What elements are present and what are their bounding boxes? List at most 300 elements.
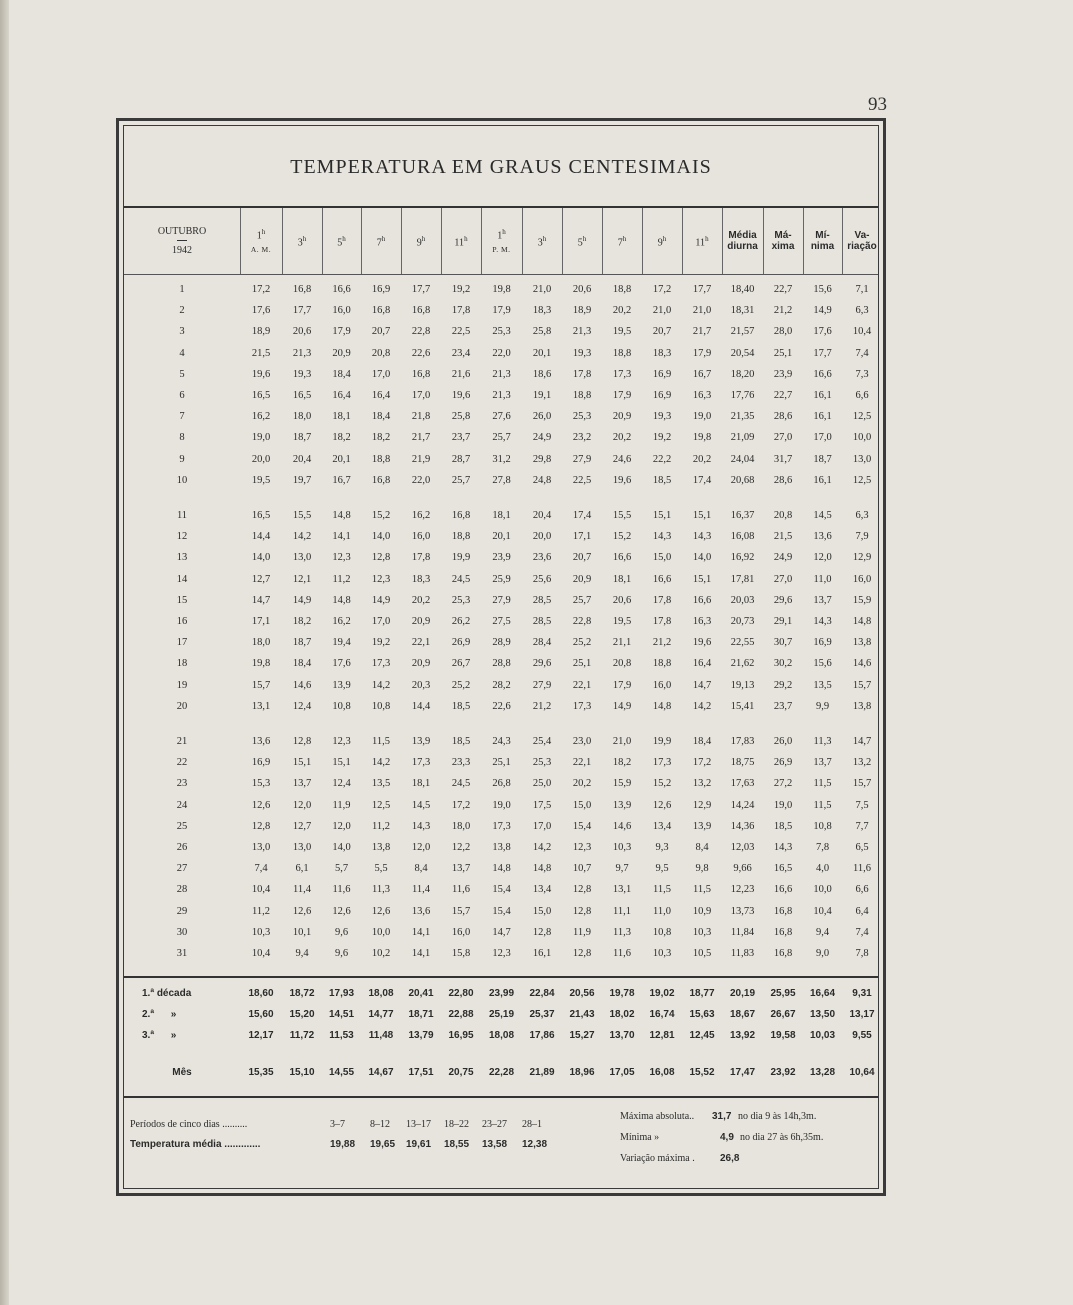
value-cell: 19,0	[692, 411, 712, 423]
min-text: no dia 27 às 6h,35m.	[740, 1132, 824, 1143]
value-cell: 13,5	[813, 679, 832, 691]
value-cell: 26,9	[773, 757, 793, 769]
table-row	[124, 454, 882, 474]
table-row	[124, 284, 882, 304]
value-cell: 27,9	[532, 679, 552, 691]
header-hour-sup: h	[381, 234, 386, 243]
day-cell: 23	[176, 778, 188, 790]
header-hour-sup: h	[582, 234, 587, 243]
value-cell: 14,9	[292, 594, 312, 606]
day-cell: 12	[176, 531, 188, 543]
value-cell: 18,4	[371, 411, 391, 423]
header-dash	[177, 240, 187, 241]
value-cell: 14,7	[492, 926, 511, 938]
value-cell: 12,6	[292, 905, 312, 917]
summary-label: 3.ª »	[142, 1030, 177, 1041]
value-cell: 10,4	[852, 326, 872, 338]
value-cell: 14,3	[692, 531, 712, 543]
value-cell: 22,1	[572, 757, 592, 769]
day-cell: 31	[176, 948, 188, 959]
value-cell: 15,6	[813, 284, 832, 295]
value-cell: 11,6	[613, 948, 631, 959]
value-cell: 19,13	[730, 679, 755, 691]
value-cell: 27,0	[773, 432, 793, 444]
periods-label: Períodos de cinco dias ..........	[130, 1119, 248, 1130]
value-cell: 18,4	[292, 658, 312, 670]
summary-value: 14,67	[368, 1067, 394, 1078]
summary-label: 1.ª década	[142, 988, 192, 999]
value-cell: 11,5	[372, 736, 390, 747]
value-cell: 20,6	[612, 594, 632, 606]
summary-value: 18,60	[248, 988, 274, 999]
summary-value: 17,86	[529, 1030, 555, 1041]
value-cell: 14,8	[332, 594, 351, 606]
value-cell: 16,8	[371, 305, 391, 317]
value-cell: 16,4	[692, 658, 712, 670]
value-cell: 14,3	[773, 842, 793, 853]
value-cell: 20,9	[411, 658, 431, 670]
value-cell: 13,0	[251, 842, 271, 853]
value-cell: 17,7	[813, 347, 832, 359]
decade-row	[124, 1030, 882, 1050]
value-cell: 10,9	[692, 905, 712, 917]
header-hour-sup: h	[662, 234, 667, 243]
page-number: 93	[868, 94, 887, 115]
value-cell: 17,3	[652, 757, 672, 769]
value-cell: 21,8	[411, 411, 431, 423]
header-hour-label: 1$^h$	[497, 228, 506, 242]
value-cell: 21,7	[692, 326, 712, 338]
value-cell: 12,4	[292, 700, 312, 712]
value-cell: 12,3	[332, 736, 351, 747]
value-cell: 25,1	[773, 347, 793, 359]
value-cell: 18,3	[532, 305, 552, 317]
header-hour-sup: h	[542, 234, 547, 243]
value-cell: 18,1	[612, 573, 632, 585]
header-hour	[682, 208, 722, 274]
value-cell: 15,4	[572, 820, 592, 832]
summary-value: 23,99	[488, 988, 515, 999]
value-cell: 25,7	[572, 594, 592, 606]
value-cell: 16,7	[332, 474, 351, 486]
value-cell: 23,2	[572, 432, 592, 444]
value-cell: 15,1	[332, 757, 351, 769]
value-cell: 13,7	[813, 594, 832, 606]
day-cell: 18	[176, 658, 188, 670]
value-cell: 14,5	[813, 510, 832, 521]
value-cell: 13,1	[251, 700, 271, 712]
value-cell: 20,0	[251, 453, 271, 465]
value-cell: 12,3	[371, 573, 391, 585]
value-cell: 20,2	[612, 432, 632, 444]
summary-value: 20,41	[408, 988, 434, 999]
header-hour-label: 5$^h$	[337, 234, 346, 249]
value-cell: 27,9	[492, 594, 511, 606]
value-cell: 15,2	[612, 531, 632, 543]
table-row	[124, 390, 882, 410]
value-cell: 14,1	[411, 948, 431, 959]
max-abs-value: 31,7	[712, 1111, 732, 1122]
value-cell: 18,75	[730, 757, 755, 769]
value-cell: 9,8	[695, 863, 709, 875]
value-cell: 13,8	[492, 842, 511, 853]
value-cell: 9,4	[815, 926, 830, 938]
value-cell: 11,2	[332, 573, 351, 585]
value-cell: 22,5	[572, 474, 592, 486]
value-cell: 24,8	[532, 474, 552, 486]
value-cell: 4,0	[815, 863, 830, 875]
table-row	[124, 326, 882, 346]
summary-value: 16,95	[448, 1030, 474, 1041]
summary-value: 12,17	[248, 1030, 274, 1041]
summary-value: 18,72	[289, 988, 315, 999]
temp-label: Temperatura média .............	[130, 1139, 261, 1150]
value-cell: 10,8	[332, 700, 351, 712]
value-cell: 7,9	[855, 531, 869, 543]
value-cell: 12,6	[652, 799, 672, 811]
table-row	[124, 927, 882, 947]
summary-value: 12,45	[689, 1030, 715, 1041]
value-cell: 15,2	[371, 510, 391, 521]
five-day-periods	[130, 1119, 560, 1159]
value-cell: 8,4	[695, 842, 709, 853]
value-cell: 19,0	[492, 799, 511, 811]
value-cell: 22,5	[451, 326, 471, 338]
value-cell: 29,8	[532, 453, 552, 465]
period-temp-value: 12,38	[522, 1139, 548, 1150]
value-cell: 23,9	[492, 552, 511, 564]
decade-row	[124, 1009, 882, 1029]
value-cell: 13,0	[852, 453, 872, 465]
periods-row	[130, 1119, 560, 1139]
value-cell: 12,5	[852, 474, 872, 486]
value-cell: 20,8	[371, 347, 391, 359]
header-hour-label: 5$^h$	[577, 234, 587, 249]
summary-bottom-rule	[124, 1096, 878, 1098]
value-cell: 7,3	[855, 368, 869, 380]
period-value: 23–27	[482, 1119, 507, 1130]
period-temp-value: 19,88	[330, 1139, 356, 1150]
value-cell: 12,8	[292, 736, 312, 747]
value-cell: 17,1	[251, 616, 271, 627]
summary-value: 14,51	[328, 1009, 355, 1020]
value-cell: 28,6	[773, 411, 793, 423]
value-cell: 12,2	[451, 842, 471, 853]
value-cell: 17,8	[411, 552, 431, 564]
value-cell: 18,1	[332, 411, 351, 423]
value-cell: 12,0	[292, 799, 312, 811]
value-cell: 18,4	[332, 368, 351, 380]
period-value: 13–17	[406, 1119, 431, 1130]
value-cell: 14,8	[852, 616, 872, 627]
summary-value: 15,60	[248, 1009, 274, 1020]
value-cell: 14,0	[251, 552, 271, 564]
value-cell: 9,66	[733, 863, 752, 875]
value-cell: 20,6	[292, 326, 312, 338]
value-cell: 6,1	[295, 863, 309, 875]
value-cell: 25,8	[451, 411, 471, 423]
table-row	[124, 574, 882, 594]
extremes-block	[620, 1111, 880, 1174]
value-cell: 11,3	[372, 884, 390, 896]
summary-value: 18,67	[729, 1009, 756, 1020]
value-cell: 14,6	[852, 658, 872, 670]
summary-value: 9,55	[852, 1030, 872, 1041]
value-cell: 18,5	[451, 736, 471, 747]
value-cell: 6,6	[855, 390, 869, 401]
value-cell: 10,0	[371, 926, 391, 938]
summary-value: 16,74	[649, 1009, 675, 1020]
day-cell: 29	[176, 905, 188, 917]
value-cell: 17,9	[492, 305, 511, 317]
value-cell: 18,8	[371, 453, 391, 465]
value-cell: 17,9	[692, 347, 712, 359]
summary-value: 18,08	[488, 1030, 515, 1041]
value-cell: 25,7	[451, 474, 471, 486]
value-cell: 26,0	[773, 736, 793, 747]
value-cell: 21,0	[532, 284, 552, 295]
value-cell: 26,8	[492, 778, 511, 790]
value-cell: 27,8	[492, 474, 511, 486]
value-cell: 20,4	[292, 453, 312, 465]
value-cell: 19,2	[652, 432, 672, 444]
summary-value: 18,02	[609, 1009, 635, 1020]
summary-value: 17,51	[408, 1067, 434, 1078]
header-stat-line2: xima	[771, 241, 795, 252]
value-cell: 17,3	[411, 757, 431, 769]
value-cell: 22,0	[411, 474, 431, 486]
var-label: Variação máxima .	[620, 1153, 695, 1164]
summary-value: 26,67	[770, 1009, 796, 1020]
summary-value: 15,27	[569, 1030, 595, 1041]
value-cell: 29,6	[532, 658, 552, 670]
value-cell: 28,7	[451, 453, 471, 465]
header-stat	[722, 208, 763, 274]
day-cell: 6	[179, 390, 185, 401]
value-cell: 12,3	[332, 552, 351, 564]
value-cell: 12,7	[292, 820, 312, 832]
value-cell: 17,2	[692, 757, 712, 769]
value-cell: 22,7	[773, 284, 793, 295]
summary-value: 18,77	[689, 988, 715, 999]
value-cell: 13,9	[692, 820, 712, 832]
summary-value: 17,05	[609, 1067, 635, 1078]
header-hour-period: P. M.	[492, 244, 511, 254]
value-cell: 25,0	[532, 778, 552, 790]
day-cell: 1	[179, 284, 185, 295]
value-cell: 11,3	[613, 926, 631, 938]
value-cell: 9,6	[334, 926, 349, 938]
value-cell: 10,5	[692, 948, 712, 959]
value-cell: 9,5	[655, 863, 669, 875]
column-divider	[803, 208, 804, 274]
value-cell: 17,0	[813, 432, 832, 444]
value-cell: 17,7	[411, 284, 431, 295]
value-cell: 14,36	[730, 820, 755, 832]
value-cell: 15,4	[492, 905, 511, 917]
value-cell: 16,9	[251, 757, 271, 769]
day-cell: 24	[176, 799, 188, 811]
value-cell: 16,6	[652, 573, 672, 585]
value-cell: 10,1	[292, 926, 312, 938]
value-cell: 18,31	[730, 305, 755, 317]
value-cell: 20,7	[371, 326, 391, 338]
value-cell: 21,2	[773, 305, 793, 317]
period-temp-value: 19,65	[370, 1139, 396, 1150]
value-cell: 15,5	[292, 510, 312, 521]
value-cell: 12,8	[532, 926, 552, 938]
value-cell: 16,6	[692, 594, 712, 606]
day-cell: 13	[176, 552, 188, 564]
table-row	[124, 595, 882, 615]
value-cell: 20,2	[411, 594, 431, 606]
summary-value: 25,37	[529, 1009, 555, 1020]
header-month: OUTUBRO	[157, 226, 207, 237]
value-cell: 13,6	[251, 736, 271, 747]
value-cell: 21,9	[411, 453, 431, 465]
value-cell: 9,4	[295, 948, 309, 959]
value-cell: 16,8	[773, 926, 793, 938]
header-hour-label: 3$^h$	[297, 234, 307, 249]
value-cell: 11,84	[730, 926, 755, 938]
day-cell: 4	[179, 347, 185, 359]
header-hour	[522, 208, 562, 274]
column-divider	[401, 208, 402, 274]
value-cell: 16,37	[730, 510, 755, 521]
table-row	[124, 680, 882, 700]
month-row	[124, 1067, 882, 1087]
summary-value: 16,08	[649, 1067, 675, 1078]
value-cell: 21,2	[532, 700, 552, 712]
summary-value: 17,47	[729, 1067, 756, 1078]
value-cell: 14,1	[332, 531, 351, 543]
value-cell: 17,7	[692, 284, 712, 295]
value-cell: 20,2	[612, 305, 632, 317]
day-cell: 14	[176, 573, 188, 585]
value-cell: 12,8	[251, 820, 271, 832]
value-cell: 17,4	[572, 510, 592, 521]
value-cell: 26,9	[451, 637, 471, 649]
column-divider	[441, 208, 442, 274]
value-cell: 28,9	[492, 637, 511, 649]
day-cell: 16	[176, 616, 188, 627]
value-cell: 21,2	[652, 637, 672, 649]
summary-value: 13,92	[729, 1030, 756, 1041]
day-cell: 30	[176, 926, 188, 938]
value-cell: 20,8	[773, 510, 793, 521]
column-divider	[361, 208, 362, 274]
value-cell: 26,2	[451, 616, 471, 627]
day-cell: 15	[176, 594, 188, 606]
value-cell: 10,3	[251, 926, 271, 938]
value-cell: 10,4	[813, 905, 832, 917]
value-cell: 12,6	[251, 799, 271, 811]
value-cell: 17,9	[612, 390, 632, 401]
value-cell: 20,4	[532, 510, 552, 521]
value-cell: 17,63	[730, 778, 755, 790]
value-cell: 11,0	[653, 905, 671, 917]
value-cell: 14,2	[371, 757, 391, 769]
value-cell: 20,8	[612, 658, 632, 670]
value-cell: 15,9	[852, 594, 872, 606]
value-cell: 14,6	[612, 820, 632, 832]
value-cell: 12,0	[332, 820, 351, 832]
day-cell: 19	[176, 679, 188, 691]
value-cell: 14,8	[492, 863, 511, 875]
value-cell: 17,6	[251, 305, 271, 317]
value-cell: 12,5	[371, 799, 391, 811]
column-divider	[842, 208, 843, 274]
value-cell: 14,1	[411, 926, 431, 938]
summary-value: 14,77	[368, 1009, 394, 1020]
value-cell: 17,8	[652, 594, 672, 606]
header-hour-sup: h	[342, 234, 346, 243]
table-row	[124, 701, 882, 721]
value-cell: 11,4	[412, 884, 430, 896]
table-row	[124, 778, 882, 798]
value-cell: 10,7	[572, 863, 592, 875]
header-hour	[602, 208, 642, 274]
column-divider	[722, 208, 723, 274]
value-cell: 14,3	[411, 820, 431, 832]
value-cell: 19,8	[251, 658, 271, 670]
value-cell: 13,7	[292, 778, 312, 790]
value-cell: 10,8	[652, 926, 672, 938]
value-cell: 13,1	[612, 884, 632, 896]
value-cell: 12,4	[332, 778, 351, 790]
value-cell: 17,3	[371, 658, 391, 670]
day-cell: 21	[176, 736, 188, 747]
summary-value: 11,72	[289, 1030, 315, 1041]
value-cell: 18,2	[332, 432, 351, 444]
header-hour	[642, 208, 682, 274]
value-cell: 21,5	[251, 347, 271, 359]
value-cell: 27,6	[492, 411, 511, 423]
value-cell: 10,3	[692, 926, 712, 938]
value-cell: 19,3	[652, 411, 672, 423]
summary-value: 13,70	[609, 1030, 635, 1041]
value-cell: 21,0	[612, 736, 632, 747]
day-cell: 27	[176, 863, 188, 875]
value-cell: 17,83	[730, 736, 755, 747]
value-cell: 16,1	[813, 390, 832, 401]
value-cell: 15,7	[451, 905, 471, 917]
value-cell: 16,8	[773, 905, 793, 917]
header-hour-label: 9$^h$	[657, 234, 667, 249]
table-row	[124, 800, 882, 820]
summary-value: 22,28	[488, 1067, 515, 1078]
value-cell: 11,5	[813, 799, 832, 811]
day-cell: 11	[176, 510, 188, 521]
value-cell: 22,8	[572, 616, 592, 627]
value-cell: 7,4	[855, 926, 869, 938]
period-temp-value: 18,55	[444, 1139, 470, 1150]
value-cell: 19,3	[292, 368, 312, 380]
value-cell: 21,1	[612, 637, 632, 649]
value-cell: 25,4	[532, 736, 552, 747]
summary-value: 22,88	[448, 1009, 474, 1020]
value-cell: 12,9	[692, 799, 712, 811]
table-row	[124, 475, 882, 495]
column-divider	[240, 208, 241, 274]
value-cell: 7,5	[855, 799, 869, 811]
value-cell: 22,1	[411, 637, 431, 649]
table-row	[124, 842, 882, 862]
value-cell: 20,7	[572, 552, 592, 564]
value-cell: 11,9	[332, 799, 351, 811]
value-cell: 12,23	[730, 884, 755, 896]
period-temp-value: 13,58	[482, 1139, 508, 1150]
